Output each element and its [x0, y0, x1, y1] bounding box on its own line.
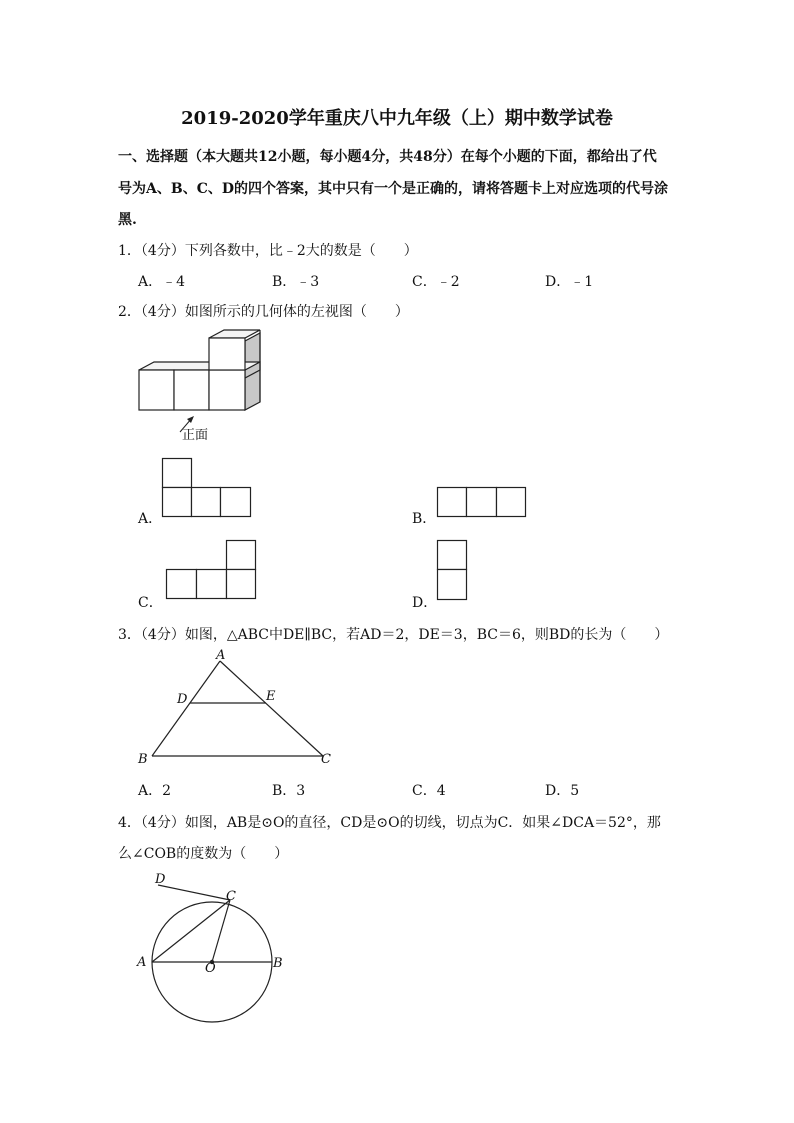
point-a-label: A [216, 648, 226, 663]
question-2-option-b-label: B． [412, 511, 437, 527]
section-intro-line2: 号为A、B、C、D的四个答案，其中只有一个是正确的，请将答题卡上对应选项的代号涂 [118, 181, 668, 197]
question-2-option-d-figure [437, 540, 469, 602]
question-3-triangle-figure [140, 648, 340, 768]
question-1-stem: 1．（4分）下列各数中，比﹣2大的数是（ ） [118, 243, 418, 259]
question-2-option-a-label: A． [138, 511, 163, 527]
question-2-stem: 2．（4分）如图所示的几何体的左视图（ ） [118, 304, 409, 320]
point-b-label: B [138, 752, 148, 767]
question-4-stem-line1: 4．（4分）如图，AB是⊙O的直径，CD是⊙O的切线，切点为C．如果∠DCA＝52°，那 [118, 815, 661, 831]
question-4-stem-line2: 么∠COB的度数为（ ） [118, 846, 289, 862]
question-1-option-d: D．﹣1 [545, 274, 594, 290]
section-intro-line3: 黑. [118, 212, 137, 228]
question-3-stem: 3．（4分）如图，△ABC中DE∥BC，若AD＝2，DE＝3，BC＝6，则BD的长为（ ） [118, 627, 669, 643]
question-1-option-c: C．﹣2 [412, 274, 460, 290]
question-2-option-a-figure [162, 458, 254, 520]
page-title: 2019-2020学年重庆八中九年级（上）期中数学试卷 [181, 108, 613, 129]
point-c-label: C [226, 889, 236, 904]
front-view-label: 正面 [182, 428, 209, 443]
question-1-option-a: A．﹣4 [138, 274, 186, 290]
question-2-solid-figure [130, 330, 270, 420]
point-a-label: A [137, 955, 147, 970]
point-b-label: B [273, 956, 283, 971]
section-intro-line1: 一、选择题（本大题共12小题，每小题4分，共48分）在每个小题的下面，都给出了代 [118, 149, 657, 165]
question-2-option-c-figure [166, 540, 258, 602]
question-1-option-b: B．﹣3 [272, 274, 320, 290]
question-2-option-d-label: D． [412, 595, 438, 611]
question-3-option-c: C．4 [412, 783, 446, 799]
question-3-option-d: D．5 [545, 783, 580, 799]
question-3-option-a: A．2 [138, 783, 172, 799]
question-2-option-b-figure [437, 487, 529, 519]
question-3-option-b: B．3 [272, 783, 306, 799]
point-e-label: E [266, 689, 276, 704]
point-d-label: D [177, 692, 188, 707]
point-d-label: D [155, 872, 166, 887]
question-4-circle-figure [140, 868, 300, 1028]
point-c-label: C [321, 752, 331, 767]
point-o-label: O [205, 961, 216, 976]
question-2-option-c-label: C． [138, 595, 163, 611]
